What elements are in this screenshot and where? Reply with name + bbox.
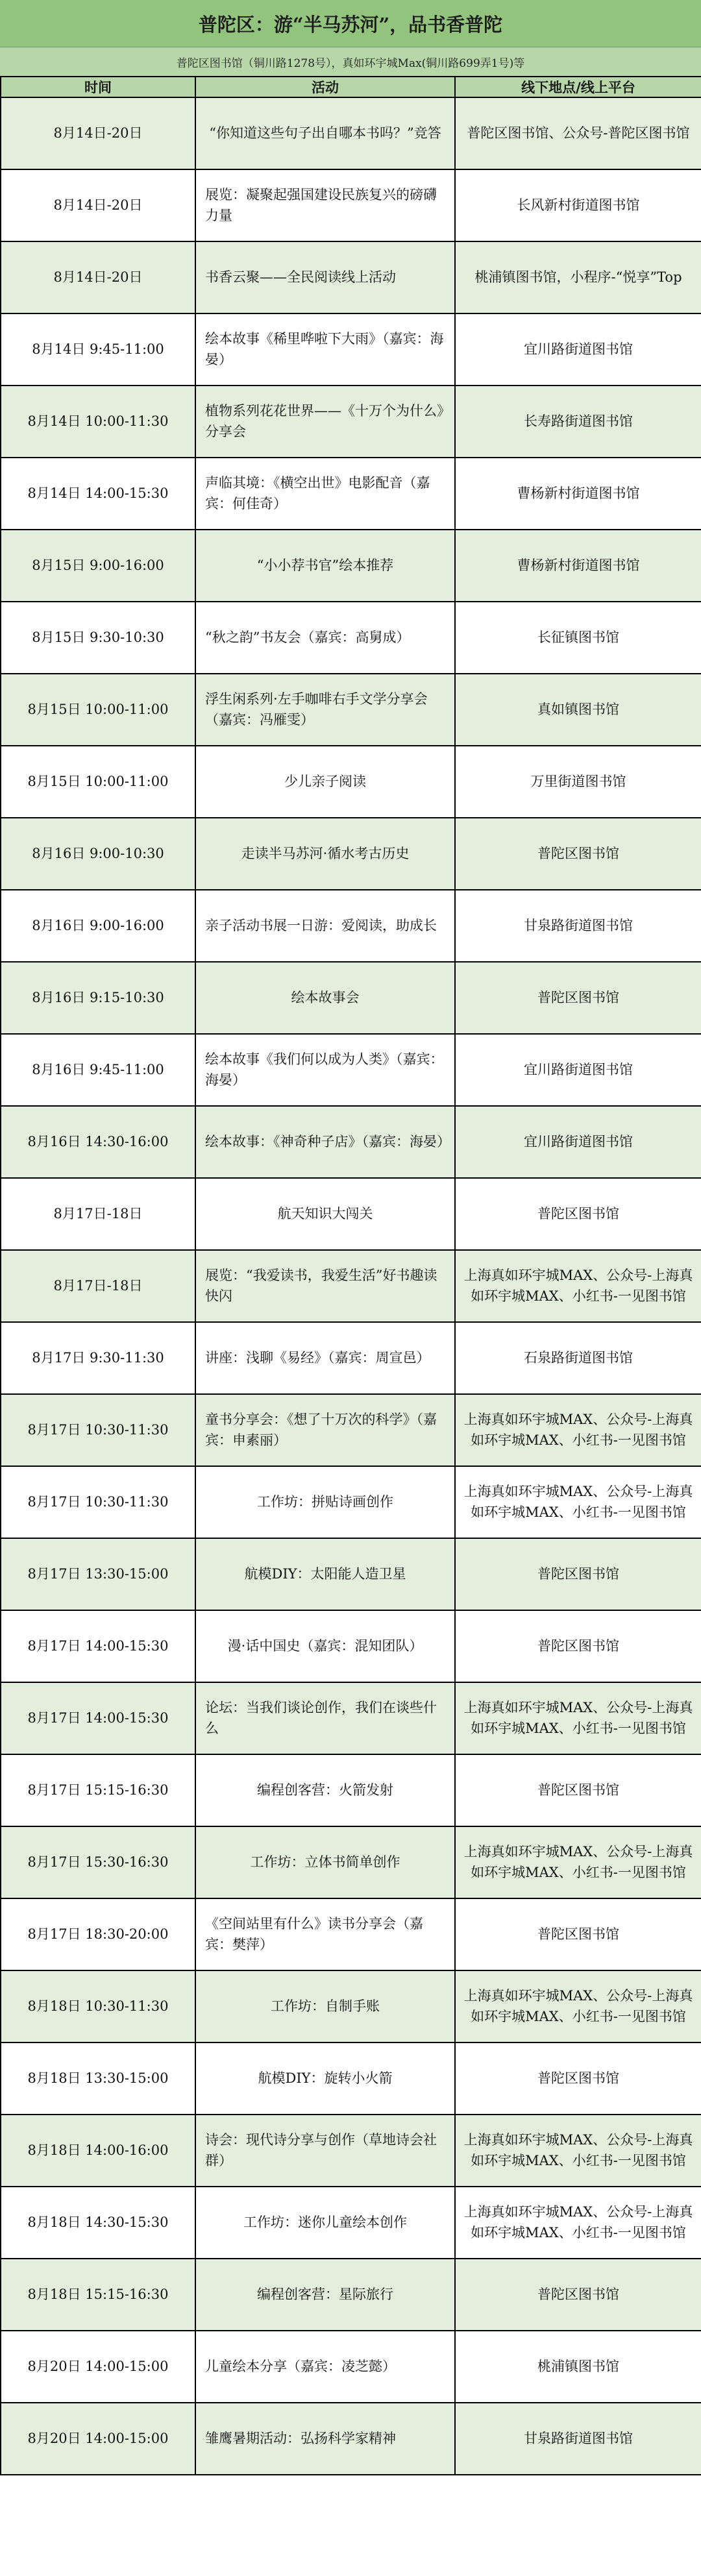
table-body xyxy=(1,97,701,2475)
table-row xyxy=(1,2042,701,2115)
table-row xyxy=(1,2331,701,2403)
table-row xyxy=(1,97,701,169)
location-cell: 普陀区图书馆 xyxy=(455,818,701,890)
time-cell: 8月17日 14:00-15:30 xyxy=(1,1610,195,1682)
activity-cell: 讲座：浅聊《易经》（嘉宾：周宣邑） xyxy=(195,1322,455,1394)
table-row xyxy=(1,313,701,386)
activity-cell: 雏鹰暑期活动：弘扬科学家精神 xyxy=(195,2403,455,2475)
time-cell: 8月17日-18日 xyxy=(1,1178,195,1250)
location-cell: 曹杨新村街道图书馆 xyxy=(455,458,701,530)
table-header-row xyxy=(1,77,701,97)
location-cell: 万里街道图书馆 xyxy=(455,746,701,818)
location-cell: 上海真如环宇城MAX、公众号-上海真如环宇城MAX、小红书-一见图书馆 xyxy=(455,1682,701,1754)
time-cell: 8月18日 15:15-16:30 xyxy=(1,2259,195,2331)
time-cell: 8月14日-20日 xyxy=(1,97,195,169)
location-cell: 上海真如环宇城MAX、公众号-上海真如环宇城MAX、小红书-一见图书馆 xyxy=(455,1826,701,1898)
location-cell: 长寿路街道图书馆 xyxy=(455,386,701,458)
time-cell: 8月16日 9:00-10:30 xyxy=(1,818,195,890)
location-cell: 上海真如环宇城MAX、公众号-上海真如环宇城MAX、小红书-一见图书馆 xyxy=(455,1466,701,1538)
activity-cell: 诗会：现代诗分享与创作（草地诗会社群） xyxy=(195,2115,455,2187)
table-row xyxy=(1,1178,701,1250)
table-row xyxy=(1,746,701,818)
table-row xyxy=(1,1826,701,1898)
activity-cell: “小小荐书官”绘本推荐 xyxy=(195,530,455,602)
time-cell: 8月17日 10:30-11:30 xyxy=(1,1394,195,1466)
time-cell: 8月15日 9:00-16:00 xyxy=(1,530,195,602)
activity-cell: 童书分享会：《想了十万次的科学》（嘉宾：申素丽） xyxy=(195,1394,455,1466)
time-cell: 8月17日 10:30-11:30 xyxy=(1,1466,195,1538)
time-cell: 8月16日 9:15-10:30 xyxy=(1,962,195,1034)
time-cell: 8月17日 13:30-15:00 xyxy=(1,1538,195,1610)
time-cell: 8月15日 10:00-11:00 xyxy=(1,746,195,818)
table-row xyxy=(1,241,701,313)
activity-cell: 编程创客营：火箭发射 xyxy=(195,1754,455,1826)
table-row xyxy=(1,2187,701,2259)
page-subtitle: 普陀区图书馆（铜川路1278号），真如环宇城Max(铜川路699弄1号)等 xyxy=(0,47,701,76)
activity-cell: 绘本故事《稀里哗啦下大雨》（嘉宾：海晏） xyxy=(195,313,455,386)
location-cell: 普陀区图书馆 xyxy=(455,1178,701,1250)
page-title: 普陀区：游“半马苏河”，品书香普陀 xyxy=(0,0,701,47)
time-cell: 8月18日 10:30-11:30 xyxy=(1,1970,195,2042)
column-header-location: 线下地点/线上平台 xyxy=(455,77,701,97)
time-cell: 8月20日 14:00-15:00 xyxy=(1,2331,195,2403)
time-cell: 8月14日-20日 xyxy=(1,241,195,313)
location-cell: 长征镇图书馆 xyxy=(455,602,701,674)
activity-cell: 工作坊：拼贴诗画创作 xyxy=(195,1466,455,1538)
table-row xyxy=(1,1682,701,1754)
column-header-time: 时间 xyxy=(1,77,195,97)
location-cell: 宜川路街道图书馆 xyxy=(455,313,701,386)
location-cell: 普陀区图书馆 xyxy=(455,2259,701,2331)
time-cell: 8月18日 14:30-15:30 xyxy=(1,2187,195,2259)
activity-cell: 绘本故事会 xyxy=(195,962,455,1034)
table-row xyxy=(1,1106,701,1178)
time-cell: 8月20日 14:00-15:00 xyxy=(1,2403,195,2475)
activity-cell: 工作坊：迷你儿童绘本创作 xyxy=(195,2187,455,2259)
table-row xyxy=(1,1034,701,1106)
activity-cell: 航模DIY：太阳能人造卫星 xyxy=(195,1538,455,1610)
activity-cell: 浮生闲系列·左手咖啡右手文学分享会（嘉宾：冯雁雯） xyxy=(195,674,455,746)
time-cell: 8月15日 10:00-11:00 xyxy=(1,674,195,746)
table-row xyxy=(1,1754,701,1826)
table-row xyxy=(1,169,701,241)
location-cell: 上海真如环宇城MAX、公众号-上海真如环宇城MAX、小红书-一见图书馆 xyxy=(455,1394,701,1466)
activity-cell: 展览：凝聚起强国建设民族复兴的磅礴力量 xyxy=(195,169,455,241)
column-header-activity: 活动 xyxy=(195,77,455,97)
location-cell: 甘泉路街道图书馆 xyxy=(455,2403,701,2475)
activity-cell: 航天知识大闯关 xyxy=(195,1178,455,1250)
table-row xyxy=(1,2403,701,2475)
location-cell: 甘泉路街道图书馆 xyxy=(455,890,701,962)
activity-cell: 绘本故事：《神奇种子店》（嘉宾：海晏） xyxy=(195,1106,455,1178)
activity-cell: 《空间站里有什么》读书分享会（嘉宾：樊萍） xyxy=(195,1898,455,1970)
time-cell: 8月18日 14:00-16:00 xyxy=(1,2115,195,2187)
activity-cell: “秋之韵”书友会（嘉宾：高舅成） xyxy=(195,602,455,674)
activity-cell: 编程创客营：星际旅行 xyxy=(195,2259,455,2331)
table-row xyxy=(1,890,701,962)
location-cell: 普陀区图书馆 xyxy=(455,2042,701,2115)
activity-cell: 走读半马苏河·循水考古历史 xyxy=(195,818,455,890)
table-row xyxy=(1,1610,701,1682)
location-cell: 长风新村街道图书馆 xyxy=(455,169,701,241)
time-cell: 8月15日 9:30-10:30 xyxy=(1,602,195,674)
time-cell: 8月14日 14:00-15:30 xyxy=(1,458,195,530)
time-cell: 8月17日 15:15-16:30 xyxy=(1,1754,195,1826)
time-cell: 8月16日 9:45-11:00 xyxy=(1,1034,195,1106)
location-cell: 宜川路街道图书馆 xyxy=(455,1034,701,1106)
time-cell: 8月17日 18:30-20:00 xyxy=(1,1898,195,1970)
location-cell: 上海真如环宇城MAX、公众号-上海真如环宇城MAX、小红书-一见图书馆 xyxy=(455,1970,701,2042)
schedule-table xyxy=(0,76,701,2475)
time-cell: 8月18日 13:30-15:00 xyxy=(1,2042,195,2115)
table-row xyxy=(1,530,701,602)
location-cell: 宜川路街道图书馆 xyxy=(455,1106,701,1178)
activity-cell: 书香云聚——全民阅读线上活动 xyxy=(195,241,455,313)
table-row xyxy=(1,1970,701,2042)
activity-cell: 绘本故事《我们何以成为人类》（嘉宾：海晏） xyxy=(195,1034,455,1106)
activity-cell: 儿童绘本分享（嘉宾：凌芝懿） xyxy=(195,2331,455,2403)
table-row xyxy=(1,386,701,458)
location-cell: 上海真如环宇城MAX、公众号-上海真如环宇城MAX、小红书-一见图书馆 xyxy=(455,2115,701,2187)
time-cell: 8月14日 10:00-11:30 xyxy=(1,386,195,458)
activity-cell: 工作坊：立体书简单创作 xyxy=(195,1826,455,1898)
location-cell: 曹杨新村街道图书馆 xyxy=(455,530,701,602)
activity-cell: 展览：“我爱读书，我爱生活”好书趣读快闪 xyxy=(195,1250,455,1322)
table-row xyxy=(1,962,701,1034)
table-row xyxy=(1,818,701,890)
table-row xyxy=(1,2259,701,2331)
location-cell: 普陀区图书馆 xyxy=(455,1754,701,1826)
location-cell: 桃浦镇图书馆 xyxy=(455,2331,701,2403)
activity-cell: 亲子活动书展一日游：爱阅读，助成长 xyxy=(195,890,455,962)
table-row xyxy=(1,1394,701,1466)
activity-cell: “你知道这些句子出自哪本书吗？”竞答 xyxy=(195,97,455,169)
location-cell: 石泉路街道图书馆 xyxy=(455,1322,701,1394)
activity-cell: 声临其境：《横空出世》电影配音（嘉宾：何佳奇） xyxy=(195,458,455,530)
table-row xyxy=(1,1322,701,1394)
location-cell: 普陀区图书馆、公众号-普陀区图书馆 xyxy=(455,97,701,169)
location-cell: 普陀区图书馆 xyxy=(455,1610,701,1682)
location-cell: 普陀区图书馆 xyxy=(455,1538,701,1610)
activity-cell: 工作坊：自制手账 xyxy=(195,1970,455,2042)
activity-cell: 论坛：当我们谈论创作，我们在谈些什么 xyxy=(195,1682,455,1754)
table-row xyxy=(1,674,701,746)
table-row xyxy=(1,602,701,674)
time-cell: 8月14日-20日 xyxy=(1,169,195,241)
time-cell: 8月16日 9:00-16:00 xyxy=(1,890,195,962)
time-cell: 8月16日 14:30-16:00 xyxy=(1,1106,195,1178)
location-cell: 上海真如环宇城MAX、公众号-上海真如环宇城MAX、小红书-一见图书馆 xyxy=(455,2187,701,2259)
location-cell: 上海真如环宇城MAX、公众号-上海真如环宇城MAX、小红书-一见图书馆 xyxy=(455,1250,701,1322)
time-cell: 8月17日 9:30-11:30 xyxy=(1,1322,195,1394)
time-cell: 8月17日 15:30-16:30 xyxy=(1,1826,195,1898)
location-cell: 真如镇图书馆 xyxy=(455,674,701,746)
activity-cell: 航模DIY：旋转小火箭 xyxy=(195,2042,455,2115)
table-row xyxy=(1,458,701,530)
time-cell: 8月17日 14:00-15:30 xyxy=(1,1682,195,1754)
location-cell: 桃浦镇图书馆，小程序-“悦享”Top xyxy=(455,241,701,313)
table-row xyxy=(1,1898,701,1970)
activity-cell: 漫·话中国史（嘉宾：混知团队） xyxy=(195,1610,455,1682)
table-row xyxy=(1,1466,701,1538)
table-row xyxy=(1,2115,701,2187)
table-row xyxy=(1,1250,701,1322)
activity-cell: 植物系列花花世界——《十万个为什么》分享会 xyxy=(195,386,455,458)
activity-cell: 少儿亲子阅读 xyxy=(195,746,455,818)
location-cell: 普陀区图书馆 xyxy=(455,962,701,1034)
location-cell: 普陀区图书馆 xyxy=(455,1898,701,1970)
time-cell: 8月14日 9:45-11:00 xyxy=(1,313,195,386)
table-row xyxy=(1,1538,701,1610)
time-cell: 8月17日-18日 xyxy=(1,1250,195,1322)
